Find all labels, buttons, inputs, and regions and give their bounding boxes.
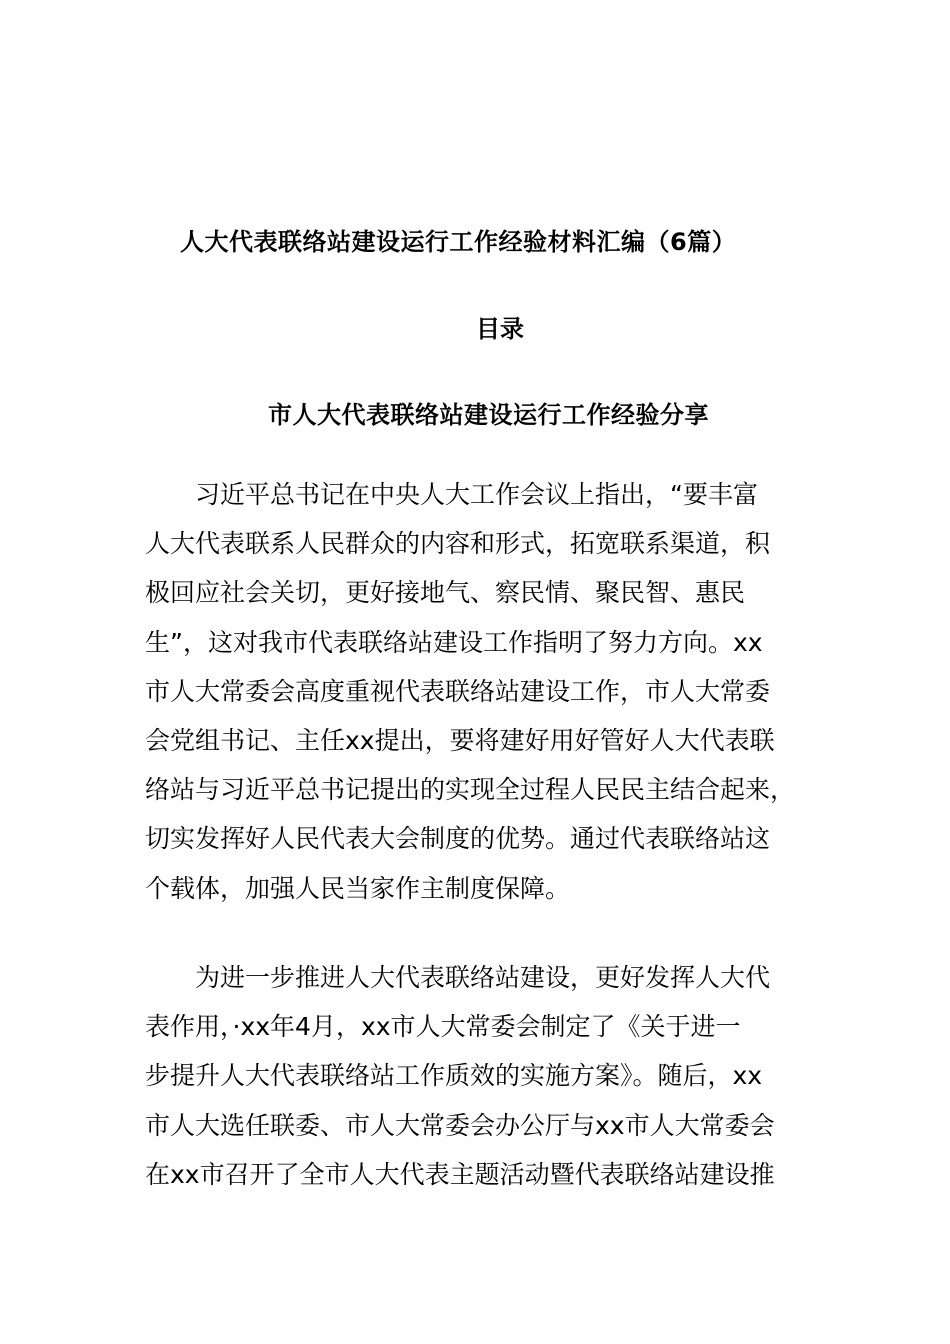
paragraph-line: 市人大选任联委、市人大常委会办公厅与xx市人大常委会 [145,1110,775,1140]
paragraph-line: 步提升人大代表联络站工作质效的实施方案》。随后，xx [145,1061,763,1091]
paragraph-line: 会党组书记、主任xx提出，要将建好用好管好人大代表联 [145,725,775,755]
paragraph-2 [145,953,805,1199]
paragraph-line: 习近平总书记在中央人大工作会议上指出，“要丰富 [145,480,758,509]
paragraph-line: 为进一步推进人大代表联络站建设，更好发挥人大代 [145,963,771,992]
paragraph-line: 切实发挥好人民代表大会制度的优势。通过代表联络站这 [145,824,771,854]
paragraph-line: 在xx市召开了全市人大代表主题活动暨代表联络站建设推 [145,1159,775,1189]
paragraph-line: 个载体，加强人民当家作主制度保障。 [145,873,571,903]
paragraph-line: 极回应社会关切，更好接地气、察民情、聚民智、惠民 [145,578,746,608]
paragraph-line: 生”，这对我市代表联络站建设工作指明了努力方向。xx [145,627,763,657]
document-title: 人大代表联络站建设运行工作经验材料汇编（6篇） [180,228,737,256]
paragraph-line: 表作用，·xx年4月，xx市人大常委会制定了《关于进一 [145,1012,741,1042]
paragraph-line: 人大代表联系人民群众的内容和形式，拓宽联系渠道，积 [145,529,771,559]
paragraph-line: 市人大常委会高度重视代表联络站建设工作，市人大常委 [145,676,771,706]
section-title: 市人大代表联络站建设运行工作经验分享 [268,401,709,429]
paragraph-1 [145,470,805,913]
toc-heading: 目录 [476,315,524,343]
paragraph-line: 络站与习近平总书记提出的实现全过程人民民主结合起来， [145,775,796,805]
